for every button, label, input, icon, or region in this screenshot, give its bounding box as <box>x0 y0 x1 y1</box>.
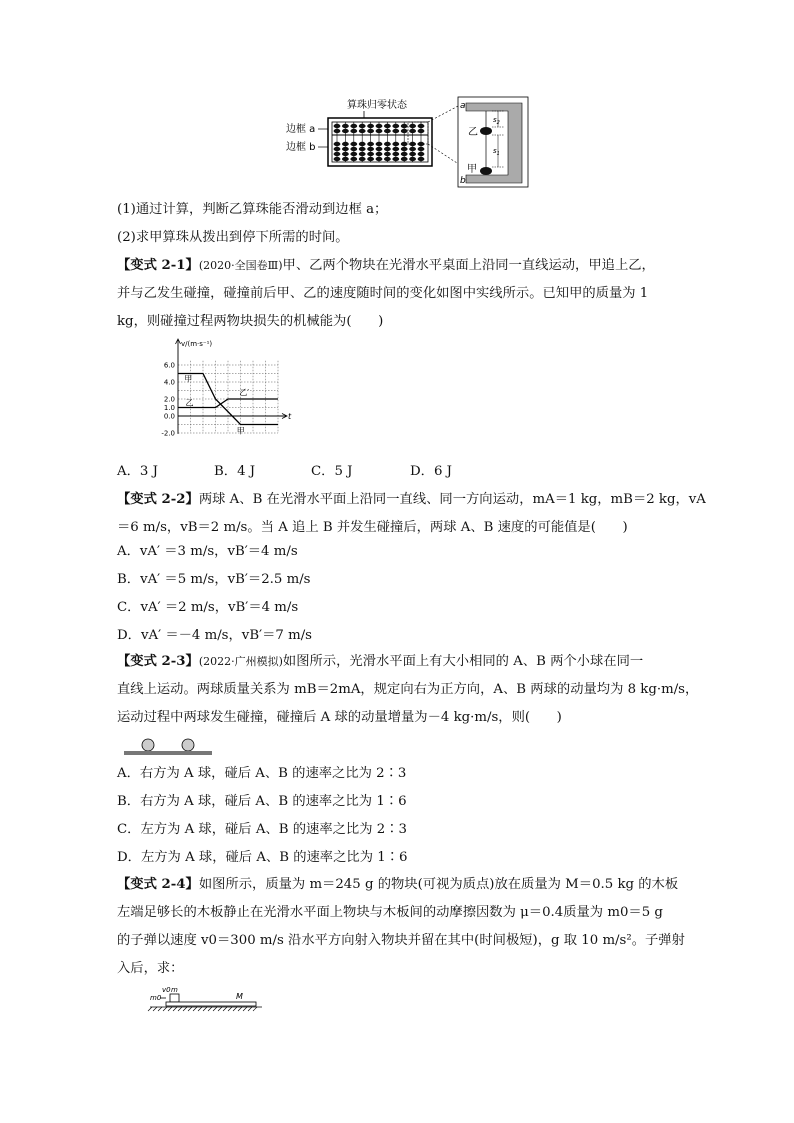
y-tick-label: 1.0 <box>163 404 175 412</box>
variant-2-2-option-c: C．vA′ ＝2 m/s，vB′＝4 m/s <box>117 600 299 615</box>
abacus-bead <box>350 142 357 146</box>
abacus-bead <box>376 152 383 156</box>
abacus-bead <box>384 147 391 151</box>
abacus-bead <box>401 142 408 146</box>
variant-2-3-source: (2022·广州模拟) <box>198 655 283 668</box>
abacus-bead <box>392 129 399 133</box>
fig-m0: m0 <box>150 994 162 1002</box>
zoom-frame-a: a <box>460 101 466 111</box>
fig-M: M <box>236 992 243 1001</box>
question-2: (2)求甲算珠从拨出到停下所需的时间。 <box>117 230 349 245</box>
variant-2-3-option-c: C．左方为 A 球，碰后 A、B 的速率之比为 2∶3 <box>117 822 407 837</box>
abacus-bead <box>409 147 416 151</box>
abacus-bead <box>392 152 399 156</box>
abacus-bead <box>392 157 399 161</box>
block-m <box>170 994 179 1002</box>
abacus-bead <box>409 152 416 156</box>
abacus-title: 算珠归零状态 <box>347 100 407 111</box>
abacus-bead <box>334 142 341 146</box>
abacus-bead <box>367 147 374 151</box>
abacus-bead <box>409 129 416 133</box>
y-tick-label: 4.0 <box>163 378 175 387</box>
abacus-bead <box>376 129 383 133</box>
variant-2-3-option-b: B．右方为 A 球，碰后 A、B 的速率之比为 1∶6 <box>117 794 407 809</box>
option-d: D．6 J <box>410 464 452 479</box>
variant-2-2-line1: 【变式 2-2】两球 A、B 在光滑水平面上沿同一直线、同一方向运动，mA＝1 kg，mB＝2 kg，vA <box>117 492 706 507</box>
abacus-bead <box>334 124 341 128</box>
bead-jia <box>480 167 492 175</box>
variant-2-1-line1: 【变式 2-1】(2020·全国卷Ⅲ)甲、乙两个物块在光滑水平桌面上沿同一直线运动，甲追上乙， <box>117 258 655 273</box>
abacus-bead <box>384 129 391 133</box>
abacus-bead <box>367 152 374 156</box>
abacus-bead <box>401 124 408 128</box>
abacus-bead <box>384 124 391 128</box>
abacus-bead <box>359 157 366 161</box>
variant-2-3-option-a: A．右方为 A 球，碰后 A、B 的速率之比为 2∶3 <box>117 766 407 781</box>
ground-hatch <box>233 1007 237 1011</box>
variant-2-3-option-d: D．左方为 A 球，碰后 A、B 的速率之比为 1∶6 <box>117 850 408 865</box>
variant-2-4-line1: 【变式 2-4】如图所示，质量为 m＝245 g 的物块(可视为质点)放在质量为 M＝0.5 kg 的木板 <box>117 877 679 892</box>
ground-hatch <box>218 1007 222 1011</box>
velocity-time-chart <box>148 338 292 450</box>
zoom-frame-b: b <box>460 176 466 186</box>
abacus-bead <box>359 147 366 151</box>
ball-right <box>182 739 194 751</box>
ground-hatch <box>168 1007 172 1011</box>
series-jia-label-after: 甲 <box>236 426 245 436</box>
abacus-bead <box>384 157 391 161</box>
abacus-bead <box>418 124 425 128</box>
ground-hatch <box>188 1007 192 1011</box>
ground-hatch <box>198 1007 202 1011</box>
abacus-bead <box>334 129 341 133</box>
abacus-bead <box>392 142 399 146</box>
ground-hatch <box>238 1007 242 1011</box>
fig-v0: v0 <box>162 986 171 994</box>
variant-2-3-tag: 【变式 2-3】 <box>117 654 199 669</box>
abacus-bead <box>342 157 349 161</box>
bead-jia-label: 甲 <box>467 164 477 175</box>
y-tick-label: 6.0 <box>163 361 175 370</box>
variant-2-1-line2: 并与乙发生碰撞，碰撞前后甲、乙的速度随时间的变化如图中实线所示。已知甲的质量为 1 <box>117 286 649 301</box>
bead-yi-label: 乙 <box>468 127 478 138</box>
abacus-bead <box>342 152 349 156</box>
abacus-bead <box>359 152 366 156</box>
ground-hatch <box>223 1007 227 1011</box>
variant-2-4-line2: 左端足够长的木板静止在光滑水平面上物块与木板间的动摩擦因数为 μ＝0.4质量为 m0＝5 g <box>117 905 663 920</box>
ground-hatch <box>148 1007 152 1011</box>
y-tick-label: -2.0 <box>161 429 175 438</box>
abacus-bead <box>342 129 349 133</box>
bead-yi <box>480 127 492 135</box>
abacus-bead <box>392 124 399 128</box>
two-balls-figure <box>122 736 214 756</box>
variant-2-1-tag: 【变式 2-1】 <box>117 258 199 273</box>
abacus-bead <box>418 129 425 133</box>
abacus-bead <box>401 129 408 133</box>
abacus-bead <box>418 157 425 161</box>
variant-2-3-line1: 【变式 2-3】(2022·广州模拟)如图所示，光滑水平面上有大小相同的 A、B 两个小球在同一 <box>117 654 644 669</box>
abacus-bead <box>418 147 425 151</box>
s1-label: $s_1$ <box>493 147 500 157</box>
abacus-bead <box>342 124 349 128</box>
abacus-bead <box>409 124 416 128</box>
abacus-bead <box>367 124 374 128</box>
variant-2-1-source: (2020·全国卷Ⅲ) <box>198 259 283 272</box>
series-jia-label-before: 甲 <box>184 374 193 384</box>
abacus-bead <box>376 124 383 128</box>
abacus-bead <box>376 142 383 146</box>
variant-2-1-options <box>117 463 452 481</box>
ground-hatch <box>163 1007 167 1011</box>
variant-2-2-option-d: D．vA′ ＝－4 m/s，vB′＝7 m/s <box>117 628 313 643</box>
abacus-bead <box>350 124 357 128</box>
abacus-bead <box>409 157 416 161</box>
abacus-bead <box>342 142 349 146</box>
ground-hatch <box>208 1007 212 1011</box>
option-a: A．3 J <box>117 464 158 479</box>
abacus-bead <box>334 157 341 161</box>
abacus-bead <box>384 152 391 156</box>
abacus-bead <box>401 147 408 151</box>
frame-b-label: 边框 b <box>286 142 316 153</box>
ground-hatch <box>213 1007 217 1011</box>
y-axis-label: v/(m·s⁻¹) <box>181 340 213 348</box>
abacus-bead <box>367 157 374 161</box>
variant-2-4-line4: 入后，求： <box>117 961 184 976</box>
ground-hatch <box>248 1007 252 1011</box>
ground-hatch <box>153 1007 157 1011</box>
s2-label: $s_2$ <box>493 116 500 126</box>
ground-hatch <box>193 1007 197 1011</box>
abacus-bead <box>376 147 383 151</box>
abacus-bead <box>334 147 341 151</box>
frame-a-label: 边框 a <box>286 124 316 135</box>
y-tick-label: 0.0 <box>163 412 175 421</box>
ground-hatch <box>228 1007 232 1011</box>
abacus-bead <box>342 147 349 151</box>
abacus-bead <box>359 124 366 128</box>
variant-2-2-option-a: A．vA′ ＝3 m/s，vB′＝4 m/s <box>117 544 298 559</box>
abacus-bead <box>401 152 408 156</box>
x-axis-label: t <box>288 412 292 421</box>
series-yi-label-before: 乙 <box>185 398 194 408</box>
abacus-bead <box>359 129 366 133</box>
ground-hatch <box>183 1007 187 1011</box>
variant-2-3-line2: 直线上运动。两球质量关系为 mB＝2mA，规定向右为正方向，A、B 两球的动量均为 8 kg·m/s， <box>117 682 699 697</box>
abacus-bead <box>418 152 425 156</box>
abacus-bead <box>350 152 357 156</box>
option-c: C．5 J <box>311 464 353 479</box>
variant-2-2-line2: ＝6 m/s，vB＝2 m/s。当 A 追上 B 并发生碰撞后，两球 A、B 速度的可能值是( ) <box>117 520 628 535</box>
abacus-bead <box>350 147 357 151</box>
abacus-bead <box>376 157 383 161</box>
variant-2-2-tag: 【变式 2-2】 <box>117 492 199 507</box>
ball-left <box>142 739 154 751</box>
abacus-bead <box>401 157 408 161</box>
variant-2-4-tag: 【变式 2-4】 <box>117 877 199 892</box>
ground-hatch <box>253 1007 257 1011</box>
abacus-bead <box>392 147 399 151</box>
abacus-bead <box>359 142 366 146</box>
abacus-bead <box>350 129 357 133</box>
abacus-bead <box>367 129 374 133</box>
abacus-bead <box>350 157 357 161</box>
abacus-bead <box>384 142 391 146</box>
option-b: B．4 J <box>214 464 256 479</box>
abacus-bead <box>334 152 341 156</box>
question-1: (1)通过计算，判断乙算珠能否滑动到边框 a； <box>117 202 388 217</box>
fig-m: m <box>171 986 178 994</box>
ground-surface <box>124 751 212 755</box>
variant-2-2-option-b: B．vA′ ＝5 m/s，vB′＝2.5 m/s <box>117 572 311 587</box>
bullet-block-board-figure <box>148 984 266 1012</box>
series-yi-label-after: 乙′ <box>239 388 250 397</box>
ground-hatch <box>203 1007 207 1011</box>
ground-hatch <box>243 1007 247 1011</box>
abacus-bead <box>367 142 374 146</box>
variant-2-1-line3: kg，则碰撞过程两物块损失的机械能为( ) <box>117 314 384 329</box>
variant-2-3-line3: 运动过程中两球发生碰撞，碰撞后 A 球的动量增量为－4 kg·m/s，则( ) <box>117 710 562 725</box>
ground-hatch <box>178 1007 182 1011</box>
ground-hatch <box>173 1007 177 1011</box>
board-M <box>166 1002 256 1006</box>
abacus-figure <box>282 95 532 189</box>
y-tick-label: 2.0 <box>163 395 175 404</box>
ground-hatch <box>158 1007 162 1011</box>
variant-2-4-line3: 的子弹以速度 v0＝300 m/s 沿水平方向射入物块并留在其中(时间极短)，g 取 10 m/s²。子弹射 <box>117 933 685 948</box>
